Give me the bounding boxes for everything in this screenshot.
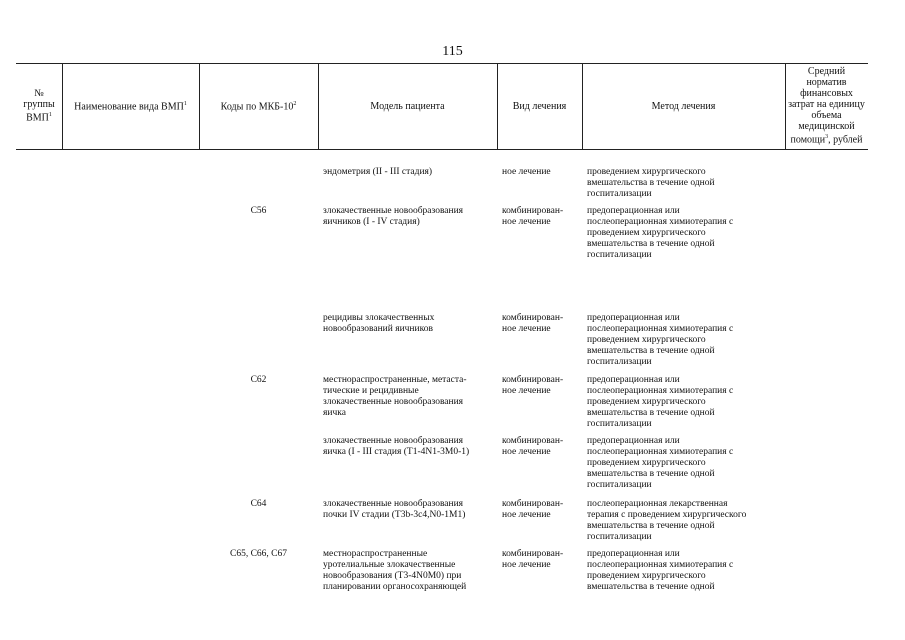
table-row-patient-model: злокачественные новообразования яичка (I - III стадия (T1-4N1-3M0-1)	[323, 436, 470, 457]
table-row-treatment-type: комбинирован- ное лечение	[502, 313, 564, 334]
table-row-treatment-type: комбинирован- ное лечение	[502, 549, 564, 570]
table-row-code: C64	[250, 499, 267, 509]
header-icd-codes: Коды по МКБ-$10^2$	[220, 101, 297, 113]
table-row-treatment-method: предоперационная или послеоперационная химиотерапия с проведением хирургического вмешательства в течение одной госпитализации	[587, 206, 734, 260]
table-row-patient-model: злокачественные новообразования почки IV стадии (T3b-3c4,N0-1M1)	[323, 499, 466, 520]
table-row-patient-model: эндометрия (II - III стадия)	[323, 167, 433, 177]
table-row-patient-model: местнораспространенные, метаста- тические и рецидивные злокачественные новообразования яичка	[323, 375, 467, 418]
table-row-code: C65, C66, C67	[229, 549, 287, 559]
table-row-treatment-method: предоперационная или послеоперационная химиотерапия с проведением хирургического вмешательства в течение одной	[587, 549, 734, 592]
header-bottom-border	[16, 149, 868, 150]
header-cost-standard: Средний норматив финансовых затрат на единицу объема медицинской помощи$^3$, рублей	[788, 66, 865, 146]
table-row-treatment-method: предоперационная или послеоперационная химиотерапия с проведением хирургического вмешательства в течение одной госпитализации	[587, 375, 734, 429]
header-treatment-type: Вид лечения	[512, 100, 567, 112]
table-row-code: C62	[250, 375, 267, 385]
table-row-treatment-method: предоперационная или послеоперационная химиотерапия с проведением хирургического вмешательства в течение одной госпитализации	[587, 313, 734, 367]
table-row-treatment-type: ное лечение	[502, 167, 551, 177]
table-row-treatment-method: предоперационная или послеоперационная химиотерапия с проведением хирургического вмешательства в течение одной госпитализации	[587, 436, 734, 490]
table-row-patient-model: злокачественные новообразования яичников (I - IV стадия)	[323, 206, 464, 227]
header-patient-model: Модель пациента	[370, 100, 445, 112]
page-number: 115	[442, 44, 463, 59]
table-row-code: C56	[250, 206, 267, 216]
table-row-patient-model: рецидивы злокачественных новообразований яичников	[323, 313, 435, 334]
table-row-treatment-type: комбинирован- ное лечение	[502, 375, 564, 396]
header-group-number: № группы ВМП$^1$	[23, 88, 55, 124]
table-row-treatment-type: комбинирован- ное лечение	[502, 206, 564, 227]
header-treatment-method: Метод лечения	[651, 100, 716, 112]
header-vmp-name: Наименование вида ВМП$^1$	[74, 101, 187, 113]
table-row-patient-model: местнораспространенные уротелиальные злокачественные новообразования (T3-4N0M0) при планировании органосохраняющей	[323, 549, 467, 592]
table-row-treatment-type: комбинирован- ное лечение	[502, 499, 564, 520]
table-row-treatment-type: комбинирован- ное лечение	[502, 436, 564, 457]
table-row-treatment-method: послеоперационная лекарственная терапия с проведением хирургического вмешательства в течение одной госпитализации	[587, 499, 747, 542]
table-row-treatment-method: проведением хирургического вмешательства в течение одной госпитализации	[587, 167, 715, 199]
